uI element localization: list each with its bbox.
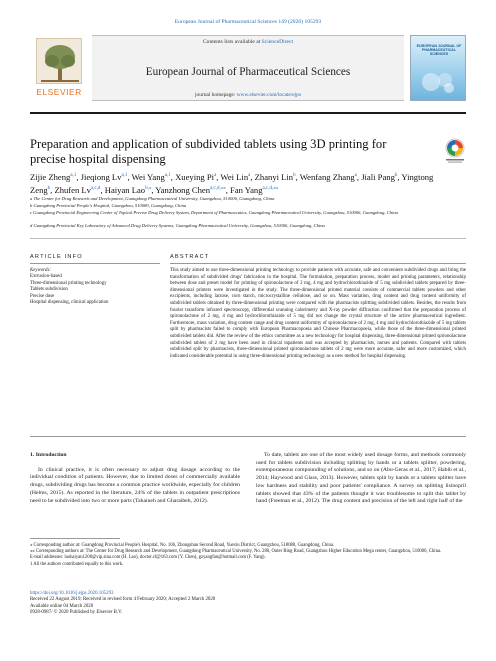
keyword-item: Precise dose — [30, 293, 55, 299]
elsevier-tree-icon — [36, 38, 82, 84]
introduction-heading: 1. Introduction — [30, 452, 67, 458]
intro-left-column — [30, 452, 240, 505]
affiliation-c: c Guangdong Provincial Engineering Center of Topical Precise Drug Delivery System, Department of Pharmaceutics, Guangdong Pharmaceutical University, Guangzhou, 510006, Guangdong, China — [30, 210, 398, 215]
doi-link[interactable]: https://doi.org/10.1016/j.ejps.2020.105293 — [30, 591, 114, 596]
affiliation-rule — [30, 238, 466, 239]
author-name[interactable]: Zhanyi Lin — [254, 171, 294, 182]
homepage-prefix: journal homepage: — [195, 92, 237, 98]
article-title: Preparation and application of subdivided tablets using 3D printing for precise hospital dispensing — [30, 137, 387, 166]
author-list — [30, 170, 450, 196]
footnote-email: E-mail addresses: laohaiyan1208@vip.sina.com (H. Lao), doctor.cf@163.com (Y. Chen), gzyangfan@hotmail.com (F. Yang). — [30, 555, 266, 561]
keywords-block — [30, 268, 160, 306]
author-name[interactable]: Zhufen Lv — [54, 184, 91, 195]
author-separator: , — [50, 184, 55, 195]
author-name[interactable]: Fan Yang — [230, 184, 263, 195]
keyword-item: Extrusion-based — [30, 274, 62, 280]
author-name[interactable]: Wei Yang — [131, 171, 165, 182]
author-affiliation-marker[interactable]: a,c,d — [90, 185, 101, 191]
author-name[interactable]: Jieqiong Lv — [80, 171, 122, 182]
cover-graphic-icon — [419, 68, 459, 96]
affiliation-d: d Guangdong Provincial Key Laboratory of Advanced Drug Delivery Systems, Guangdong Pharmaceutical University, Guangzhou, 510006, Guangdong, China — [30, 223, 325, 228]
author-affiliation-marker[interactable]: a,1 — [164, 173, 171, 178]
journal-name: European Journal of Pharmaceutical Sciences — [145, 66, 351, 78]
author-separator: , — [250, 171, 255, 182]
author-name[interactable]: Yingtong Zeng — [30, 171, 434, 195]
article-info-heading: ARTICLE INFO — [30, 254, 83, 260]
author-separator: , — [100, 184, 105, 195]
cover-title: EUROPEAN JOURNAL OF PHARMACEUTICAL SCIENCES — [416, 44, 462, 57]
author-affiliation-marker[interactable]: a,1 — [121, 173, 128, 178]
author-affiliation-marker[interactable]: a,c,d,⁎⁎ — [210, 185, 226, 191]
author-separator: , — [356, 171, 362, 182]
header-rule — [30, 112, 466, 114]
abstract-heading: ABSTRACT — [170, 254, 210, 260]
author-affiliation-marker[interactable]: a,1 — [70, 173, 77, 178]
affiliation-b: b Guangdong Provincial People's Hospital, Guangzhou, 510080, Guangdong, China — [30, 203, 187, 208]
author-affiliation-marker[interactable]: a — [354, 173, 357, 178]
author-affiliation-marker[interactable]: b — [394, 173, 398, 178]
author-name[interactable]: Yanzhong Chen — [155, 184, 211, 195]
keywords-label: Keywords: — [30, 268, 52, 273]
received-dates: Received 22 August 2019; Received in revised form 4 February 2020; Accepted 2 March 2020 — [30, 597, 216, 603]
footnote-equal-contribution: 1 All the authors contributed equally to this work. — [30, 561, 124, 567]
abstract-rule — [170, 263, 466, 264]
copyright: 0928-0987/ © 2020 Published by Elsevier B.V. — [30, 610, 123, 616]
abstract-text: This study aimed to use three-dimensional printing technology to provide patients with accurate, safe and convenient subdivided drugs and bring the transformation of subdivided drugs' fabrication in the hospital. The formulation, preparation process, model and printing parameters, relationship between dose and preset model for printing of spironolactone of 2 mg, 4 mg and hydrochlorothiazide of 5 mg subdivided tablets prepared by three-dimensional printers were investigated in the study. The three-dimensional printed material consists of commercial tablets powders and other excipients, including lactose, corn starch, microcrystalline cellulose, and so on. Mass variation, drug content and drug content uniformity of subdivided tablets obtained by three-dimensional printing were compared with the pharmacists splitting subdivided tablets. Besides, the results from fourier transform infrared spectroscopy, differential scanning calorimetry and X-ray powder diffraction confirmed that the preparation process of spironolactone of 2 mg, 4 mg and hydrochlorothiazide of 5 mg did not change the crystal structure of the active pharmaceutical ingredient. Furthermore, mass variation, drug content range and drug content uniformity of spironolactone of 2 mg, 4 mg and hydrochlorothiazide of 5 mg tablets split by pharmacists failed to comply with European Pharmacopoeia and Chinese Pharmacopoeia, while those of the three-dimensional printed subdivided tablets did. After the review of the ethics committee as a new technology for hospital dispensing, three-dimensional printed spironolactone subdivided tablets of 2 mg have been used in clinical inpatients and was accepted by pharmacists, nurses and patients. Compared with tablets subdivided split by pharmacists, three-dimensional printed spironolactone tablets of 2 mg were more accurate, safer and more customized, which indicated considerable potential in using three-dimensional printing technology as a new method for hospital dispensing. — [170, 268, 466, 359]
journal-homepage — [92, 92, 404, 98]
contents-prefix: Contents lists available at — [202, 39, 262, 45]
footnote-corresponding-2: ⁎⁎ Corresponding authors at: The Center for Drug Research and Development, Guangdong Pharmaceutical University, No. 280, Outer Ring Road, Guangzhou Higher Education Mega center, Guangzhou, 510006, China. — [30, 549, 442, 555]
available-online: Available online 04 March 2020 — [30, 603, 94, 609]
author-separator: , — [151, 184, 156, 195]
keyword-item: Tablets subdivision — [30, 287, 68, 293]
contents-available — [92, 39, 404, 45]
elsevier-wordmark: ELSEVIER — [36, 87, 82, 97]
check-for-updates-icon[interactable] — [444, 138, 466, 164]
author-separator: , — [76, 171, 81, 182]
author-affiliation-marker[interactable]: b — [293, 173, 296, 178]
author-affiliation-marker[interactable]: a — [248, 173, 251, 178]
journal-header — [30, 35, 466, 107]
journal-reference[interactable]: European Journal of Pharmaceutical Sciences 149 (2020) 105293 — [174, 19, 322, 25]
intro-left-paragraph: In clinical practice, it is often necessary to adjust drug dosage according to the individual condition of patients. However, due to limited doses of commercially available drugs, subdividing drugs has become a common practice worldwide, especially for children (Helms, 2015). As reported in the literature, 24% of the tablets in outpatient prescriptions need to be subdivided into two or more parts (Tahaineh and Gharaibeh, 2012). — [30, 466, 240, 504]
author-name[interactable]: Jiali Pang — [361, 171, 395, 182]
abstract-bottom-rule — [30, 436, 466, 437]
affiliation-a: a The Center for Drug Research and Development, Guangdong Pharmaceutical University, Guangzhou, 510006, Guangdong, China — [30, 196, 275, 201]
article-info-rule — [30, 263, 160, 264]
footnotes — [30, 543, 466, 568]
article-metadata — [30, 591, 466, 617]
author-name[interactable]: Wei Lin — [220, 171, 249, 182]
author-separator: , — [127, 171, 132, 182]
contents-box — [92, 35, 404, 101]
author-separator: , — [397, 171, 402, 182]
author-name[interactable]: Xueying Pi — [175, 171, 215, 182]
footnote-corresponding-1: ⁎ Corresponding author at: Guangdong Provincial People's Hospital, No. 106, Zhongshan Second Road, Yuexiu District, Guangzhou, 510080, Guangdong, China. — [30, 543, 335, 548]
author-affiliation-marker[interactable]: a,c,d,⁎⁎ — [262, 185, 279, 191]
keyword-item: Hospital dispensing, clinical application — [30, 300, 109, 306]
author-separator: , — [170, 171, 176, 182]
author-affiliation-marker[interactable]: a — [214, 173, 217, 178]
footnote-rule — [30, 538, 120, 539]
author-name[interactable]: Wenfang Zhang — [299, 171, 355, 182]
journal-cover[interactable] — [410, 35, 466, 101]
homepage-link[interactable]: www.elsevier.com/locate/ejps — [236, 92, 301, 98]
author-separator: , — [225, 184, 231, 195]
author-name[interactable]: Zijie Zheng — [30, 171, 71, 182]
keyword-item: Three-dimensional printing technology — [30, 280, 107, 286]
sciencedirect-link[interactable]: ScienceDirect — [261, 39, 294, 45]
author-affiliation-marker[interactable]: b,⁎ — [145, 185, 152, 191]
elsevier-logo[interactable] — [30, 35, 88, 101]
author-name[interactable]: Haiyan Lao — [104, 184, 146, 195]
author-separator: , — [216, 171, 221, 182]
intro-right-paragraph: To date, tablets are one of the most widely used dosage forms, and methods commonly used for tablets subdivision including splitting by hands or a tablets splitter, powdering, extemporaneous compounding of solutions, and so on (Abu-Geras et al., 2017; Habib et al., 2014; Haywood and Glass, 2013). However, tablets split by hands or a tablets splitter have low hardness and stability and poor patients' compliance. A survey on splitting lisinopril tablets showed that 43% of the patients thought it was troublesome to split this tablet by hand (Freeman et al., 2012). The drug content and precision of the left and right half of the — [256, 452, 466, 505]
author-affiliation-marker[interactable]: b — [47, 185, 51, 191]
author-separator: , — [295, 171, 300, 182]
